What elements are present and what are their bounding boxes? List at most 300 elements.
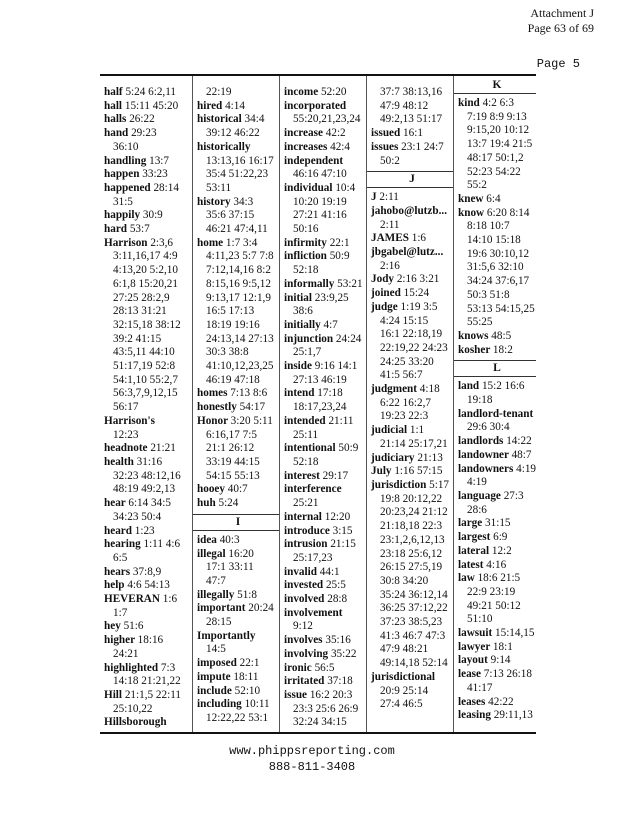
index-refs-continued: 46:19 47:18 bbox=[206, 373, 260, 386]
index-refs: 1:19 3:5 bbox=[400, 300, 438, 313]
index-refs: 34:3 bbox=[233, 195, 254, 208]
index-refs: 4:18 bbox=[419, 383, 440, 396]
index-entry bbox=[284, 662, 366, 676]
index-entry: jbgabel@lutz... bbox=[371, 246, 444, 259]
index-entry bbox=[197, 196, 279, 210]
index-refs: 22:1 bbox=[239, 657, 260, 670]
index-refs: 9:16 14:1 bbox=[314, 360, 358, 373]
index-refs-continued: 34:24 37:6,17 bbox=[467, 275, 530, 288]
index-refs-continued: 30:3 38:8 bbox=[206, 346, 249, 359]
index-refs: 15:11 45:20 bbox=[124, 99, 179, 112]
index-refs-continued: 20:9 25:14 bbox=[380, 684, 429, 697]
index-refs: 31:15 bbox=[485, 517, 511, 530]
index-refs-continued: 8:18 10:7 bbox=[467, 220, 510, 233]
index-refs: 5:24 bbox=[218, 497, 239, 510]
index-term: headnote bbox=[104, 442, 151, 455]
index-refs: 2:3,6 bbox=[150, 236, 173, 249]
index-entry: involvement bbox=[284, 606, 343, 619]
index-refs-continued: 12:22,22 53:1 bbox=[206, 711, 269, 724]
index-refs: 6:20 8:14 bbox=[486, 206, 530, 219]
index-refs: 15:2 16:6 bbox=[481, 380, 525, 393]
index-refs: 10:4 bbox=[335, 181, 356, 194]
index-refs: 33:23 bbox=[142, 168, 168, 181]
index-refs: 29:17 bbox=[322, 469, 349, 482]
index-term: issues bbox=[371, 140, 402, 153]
index-refs-continued: 48:17 50:1,2 bbox=[467, 151, 524, 164]
index-entry bbox=[197, 589, 279, 603]
index-term: kosher bbox=[458, 343, 493, 356]
letter-section-header: I bbox=[193, 514, 280, 531]
index-refs-continued: 26:15 27:5,19 bbox=[380, 561, 443, 574]
index-refs-continued: 19:8 20:12,22 bbox=[380, 492, 443, 505]
index-refs-continued: 43:5,11 44:10 bbox=[113, 346, 175, 359]
index-refs-continued: 13:7 19:4 21:5 bbox=[467, 138, 533, 151]
attachment-label bbox=[528, 6, 594, 36]
index-entry bbox=[458, 449, 536, 463]
index-entry bbox=[197, 602, 279, 616]
index-column-5 bbox=[454, 76, 536, 732]
index-refs: 42:22 bbox=[488, 695, 514, 708]
index-refs-continued: 19:6 30:10,12 bbox=[467, 247, 530, 260]
letter-section-header: K bbox=[454, 78, 536, 94]
index-term: Hill bbox=[104, 688, 125, 701]
index-refs-continued: 23:18 25:6,12 bbox=[380, 547, 443, 560]
index-entry bbox=[284, 579, 366, 593]
index-term: imposed bbox=[197, 657, 240, 670]
index-entry bbox=[104, 237, 192, 251]
index-refs-continued: 55:20,21,23,24 bbox=[293, 113, 361, 126]
index-term: landowners bbox=[458, 462, 517, 475]
index-refs: 7:3 bbox=[160, 661, 176, 674]
index-refs: 16:20 bbox=[228, 547, 254, 560]
index-term: Honor bbox=[197, 414, 231, 427]
index-refs-continued: 49:21 50:12 bbox=[467, 599, 521, 612]
index-entry bbox=[104, 689, 192, 703]
index-term: include bbox=[197, 684, 235, 697]
index-refs-continued: 47:7 bbox=[206, 574, 226, 587]
index-term: latest bbox=[458, 558, 487, 571]
index-refs-continued: 56:3,7,9,12,15 bbox=[113, 387, 178, 400]
index-refs-continued: 8:15,16 9:5,12 bbox=[206, 277, 271, 290]
index-term: jurisdiction bbox=[371, 478, 430, 491]
index-entry bbox=[104, 497, 192, 511]
index-refs: 35:16 bbox=[325, 634, 351, 647]
index-entry bbox=[284, 593, 366, 607]
index-refs: 29:11,13 bbox=[493, 709, 533, 722]
index-refs-continued: 19:23 22:3 bbox=[380, 410, 429, 423]
index-entry bbox=[284, 292, 366, 306]
index-term: law bbox=[458, 572, 478, 585]
index-refs-continued: 34:23 50:4 bbox=[113, 510, 162, 523]
index-term: July bbox=[371, 465, 395, 478]
index-entry bbox=[284, 689, 366, 703]
index-entry bbox=[458, 207, 536, 221]
index-refs: 18:1 bbox=[492, 640, 513, 653]
index-refs: 21:15 bbox=[330, 538, 356, 551]
index-term: leasing bbox=[458, 709, 494, 722]
index-refs-continued: 41:10,12,23,25 bbox=[206, 360, 274, 373]
word-index-table bbox=[100, 74, 536, 734]
index-term: intrusion bbox=[284, 538, 331, 551]
index-term: huh bbox=[197, 497, 219, 510]
index-refs-continued: 51:17,19 52:8 bbox=[113, 360, 176, 373]
index-refs: 5:17 bbox=[429, 478, 450, 491]
index-refs-continued: 32:15,18 38:12 bbox=[113, 318, 181, 331]
index-entry bbox=[104, 662, 192, 676]
index-entry bbox=[458, 531, 536, 545]
index-term: initially bbox=[284, 318, 324, 331]
reporter-phone: 888-811-3408 bbox=[268, 760, 356, 774]
index-term: issued bbox=[371, 127, 404, 140]
index-column-4 bbox=[367, 76, 454, 732]
index-term: landowner bbox=[458, 448, 512, 461]
index-refs-continued: 55:25 bbox=[467, 316, 493, 329]
index-refs-continued: 28:13 31:21 bbox=[113, 305, 167, 318]
index-refs-continued: 35:24 36:12,14 bbox=[380, 588, 448, 601]
index-term: inside bbox=[284, 360, 315, 373]
index-refs: 25:5 bbox=[325, 579, 346, 592]
index-refs: 26:22 bbox=[129, 113, 155, 126]
index-refs-continued: 6:5 bbox=[113, 551, 128, 564]
index-term: income bbox=[284, 86, 321, 98]
index-term: know bbox=[458, 206, 487, 219]
index-refs-continued: 6:1,8 15:20,21 bbox=[113, 277, 178, 290]
index-term: introduce bbox=[284, 524, 333, 537]
index-entry bbox=[284, 182, 366, 196]
index-refs: 42:2 bbox=[325, 127, 346, 140]
index-refs: 2:11 bbox=[379, 191, 399, 204]
index-term: happen bbox=[104, 168, 143, 181]
index-refs: 10:11 bbox=[244, 698, 270, 711]
index-refs-continued: 37:23 38:5,23 bbox=[380, 616, 443, 629]
index-term: individual bbox=[284, 181, 336, 194]
index-term: ironic bbox=[284, 661, 315, 674]
index-term: help bbox=[104, 579, 128, 592]
index-refs-continued: 50:16 bbox=[293, 223, 319, 236]
index-entry bbox=[197, 698, 279, 712]
index-refs-continued: 19:18 bbox=[467, 394, 493, 407]
index-refs-continued: 32:23 48:12,16 bbox=[113, 469, 181, 482]
index-entry bbox=[197, 113, 279, 127]
index-refs-continued: 12:23 bbox=[113, 428, 139, 441]
index-refs: 1:6 bbox=[411, 232, 427, 245]
index-entry bbox=[458, 572, 536, 586]
index-refs-continued: 25:11 bbox=[293, 428, 319, 441]
index-term: hearing bbox=[104, 538, 144, 551]
index-entry bbox=[104, 525, 192, 539]
index-term: injunction bbox=[284, 332, 336, 345]
index-term: language bbox=[458, 489, 504, 502]
index-refs: 56:5 bbox=[314, 661, 335, 674]
index-entry bbox=[458, 193, 536, 207]
index-refs: 1:6 bbox=[162, 593, 178, 606]
index-refs-continued: 2:16 bbox=[380, 259, 400, 272]
index-refs-continued: 25:1,7 bbox=[293, 346, 322, 359]
index-refs-continued: 41:3 46:7 47:3 bbox=[380, 629, 446, 642]
index-entry bbox=[197, 415, 279, 429]
index-term: land bbox=[458, 380, 482, 393]
index-refs: 50:9 bbox=[338, 442, 359, 455]
index-refs-continued: 21:14 25:17,21 bbox=[380, 437, 448, 450]
index-entry bbox=[284, 442, 366, 456]
index-entry: historically bbox=[197, 140, 251, 153]
index-refs: 4:2 6:3 bbox=[482, 97, 514, 109]
index-refs-continued: 18:17,23,24 bbox=[293, 401, 347, 414]
index-refs: 24:24 bbox=[335, 332, 362, 345]
index-entry: independent bbox=[284, 154, 344, 167]
index-refs: 12:2 bbox=[491, 544, 512, 557]
index-term: including bbox=[197, 698, 245, 711]
index-term: judgment bbox=[371, 383, 420, 396]
index-refs: 1:16 57:15 bbox=[394, 465, 443, 478]
index-term: hears bbox=[104, 565, 133, 578]
index-term: happily bbox=[104, 209, 143, 222]
index-refs: 52:10 bbox=[234, 684, 261, 697]
index-entry bbox=[197, 401, 279, 415]
reporter-website: www.phippsreporting.com bbox=[229, 744, 395, 758]
index-entry bbox=[284, 278, 366, 292]
index-refs-continued: 22:19,22 24:23 bbox=[380, 341, 448, 354]
index-term: handling bbox=[104, 154, 150, 167]
index-refs: 54:17 bbox=[239, 401, 266, 414]
index-refs: 40:7 bbox=[227, 483, 248, 496]
index-refs-continued: 4:19 bbox=[467, 476, 487, 489]
index-entry bbox=[104, 155, 192, 169]
index-term: judicial bbox=[371, 424, 410, 437]
index-term: invested bbox=[284, 579, 326, 592]
index-refs-continued: 2:11 bbox=[380, 218, 400, 231]
index-term: leases bbox=[458, 695, 489, 708]
index-entry bbox=[104, 566, 192, 580]
index-term: honestly bbox=[197, 401, 240, 414]
index-refs: 9:14 bbox=[490, 654, 511, 667]
index-refs-continued: 9:12 bbox=[293, 620, 313, 633]
index-refs: 48:5 bbox=[491, 329, 512, 342]
index-entry bbox=[104, 127, 192, 141]
index-entry bbox=[458, 654, 536, 668]
index-refs: 29:23 bbox=[131, 127, 157, 140]
index-refs: 5:24 6:2,11 bbox=[125, 86, 177, 98]
index-entry bbox=[197, 657, 279, 671]
index-term: history bbox=[197, 195, 234, 208]
index-refs-continued: 27:4 46:5 bbox=[380, 698, 423, 711]
index-entry: Hillsborough bbox=[104, 716, 167, 729]
attachment-title: Attachment J bbox=[530, 6, 594, 20]
index-refs-continued: 7:12,14,16 8:2 bbox=[206, 264, 271, 277]
index-term: informally bbox=[284, 277, 338, 290]
index-refs: 4:7 bbox=[323, 318, 338, 331]
index-term: intentional bbox=[284, 442, 339, 455]
index-term: judge bbox=[371, 300, 401, 313]
index-refs-continued: 4:11,23 5:7 7:8 bbox=[206, 250, 274, 263]
index-entry bbox=[104, 593, 192, 607]
index-entry bbox=[371, 273, 453, 287]
index-refs: 28:14 bbox=[153, 181, 179, 194]
index-refs-continued: 27:13 46:19 bbox=[293, 373, 347, 386]
index-term: landlords bbox=[458, 435, 507, 448]
index-refs: 16:1 bbox=[403, 127, 423, 140]
index-refs: 3:20 5:11 bbox=[230, 414, 273, 427]
index-refs-continued: 53:11 bbox=[206, 181, 232, 194]
index-entry: landlord-tenant bbox=[458, 407, 534, 420]
index-term: knows bbox=[458, 329, 492, 342]
index-entry bbox=[284, 250, 366, 264]
index-term: joined bbox=[371, 287, 404, 300]
index-refs: 52:20 bbox=[320, 86, 347, 98]
index-term: hall bbox=[104, 99, 125, 112]
index-refs-continued: 30:8 34:20 bbox=[380, 574, 429, 587]
index-refs-continued: 37:7 38:13,16 bbox=[380, 86, 443, 98]
index-refs-continued: 50:2 bbox=[380, 154, 400, 167]
index-refs: 53:21 bbox=[337, 277, 363, 290]
index-term: invalid bbox=[284, 565, 320, 578]
index-refs: 40:3 bbox=[219, 533, 240, 546]
index-entry bbox=[458, 490, 536, 504]
index-term: hey bbox=[104, 620, 124, 633]
index-term: increase bbox=[284, 127, 326, 140]
index-term: lateral bbox=[458, 544, 492, 557]
index-refs-continued: 35:4 51:22,23 bbox=[206, 168, 269, 181]
index-entry bbox=[104, 634, 192, 648]
index-refs: 22:1 bbox=[329, 236, 350, 249]
index-entry bbox=[284, 525, 366, 539]
index-term: knew bbox=[458, 192, 487, 205]
index-refs-continued: 49:14,18 52:14 bbox=[380, 657, 448, 670]
index-refs-continued: 28:6 bbox=[467, 503, 487, 516]
index-refs-continued: 24:13,14 27:13 bbox=[206, 332, 274, 345]
index-entry bbox=[284, 387, 366, 401]
index-entry bbox=[284, 141, 366, 155]
index-refs-continued: 38:6 bbox=[293, 305, 313, 318]
index-entry bbox=[458, 709, 536, 723]
index-refs-continued: 31:5 bbox=[113, 195, 133, 208]
index-term: lawsuit bbox=[458, 627, 495, 640]
index-term: irritated bbox=[284, 675, 328, 688]
index-term: illegal bbox=[197, 547, 229, 560]
index-refs-continued: 21:1 26:12 bbox=[206, 442, 255, 455]
index-term: lawyer bbox=[458, 640, 493, 653]
index-refs-continued: 54:15 55:13 bbox=[206, 469, 260, 482]
index-refs-continued: 1:7 bbox=[113, 606, 128, 619]
index-refs-continued: 9:15,20 10:12 bbox=[467, 124, 530, 137]
index-entry bbox=[104, 223, 192, 237]
index-refs: 15:14,15 bbox=[495, 627, 535, 640]
index-refs-continued: 50:3 51:8 bbox=[467, 288, 510, 301]
index-term: large bbox=[458, 517, 486, 530]
index-entry bbox=[284, 237, 366, 251]
index-refs: 4:16 bbox=[486, 558, 507, 571]
index-entry bbox=[104, 209, 192, 223]
index-refs-continued: 27:21 41:16 bbox=[293, 209, 347, 222]
index-entry bbox=[458, 545, 536, 559]
index-term: hired bbox=[197, 99, 226, 112]
index-entry bbox=[458, 559, 536, 573]
index-refs-continued: 39:12 46:22 bbox=[206, 127, 260, 140]
index-entry bbox=[371, 127, 453, 141]
index-entry bbox=[104, 456, 192, 470]
index-entry bbox=[197, 671, 279, 685]
index-entry bbox=[371, 383, 453, 397]
index-refs-continued: 29:6 30:4 bbox=[467, 421, 510, 434]
index-entry bbox=[371, 232, 453, 246]
index-refs: 23:9,25 bbox=[314, 291, 349, 304]
index-refs-continued: 14:18 21:21,22 bbox=[113, 675, 181, 688]
index-term: lease bbox=[458, 668, 484, 681]
index-refs-continued: 36:10 bbox=[113, 140, 139, 153]
index-refs: 35:22 bbox=[330, 647, 357, 660]
index-refs-continued: 52:18 bbox=[293, 264, 319, 277]
index-refs: 6:4 bbox=[486, 192, 501, 205]
index-refs: 51:8 bbox=[237, 588, 257, 601]
index-refs-continued: 47:9 48:12 bbox=[380, 99, 429, 112]
index-refs-continued: 21:18,18 22:3 bbox=[380, 520, 443, 533]
index-refs: 13:7 bbox=[149, 154, 169, 167]
index-entry bbox=[284, 634, 366, 648]
index-entry bbox=[104, 100, 192, 114]
index-refs-continued: 55:2 bbox=[467, 179, 487, 192]
index-term: Jody bbox=[371, 273, 397, 286]
index-term: involving bbox=[284, 647, 331, 660]
index-entry bbox=[284, 415, 366, 429]
index-entry bbox=[458, 517, 536, 531]
index-refs-continued: 32:24 34:15 bbox=[293, 716, 347, 729]
index-term: idea bbox=[197, 533, 220, 546]
index-entry bbox=[458, 668, 536, 682]
index-refs-continued: 41:5 56:7 bbox=[380, 369, 423, 382]
index-entry bbox=[104, 620, 192, 634]
index-refs-continued: 25:21 bbox=[293, 497, 319, 510]
index-refs-continued: 3:11,16,17 4:9 bbox=[113, 250, 178, 263]
index-refs: 37:8,9 bbox=[132, 565, 162, 578]
index-entry bbox=[197, 497, 279, 511]
index-term: home bbox=[197, 236, 226, 249]
index-refs: 53:7 bbox=[129, 223, 150, 236]
index-entry bbox=[104, 168, 192, 182]
index-term: HEVERAN bbox=[104, 593, 163, 606]
index-refs-continued: 36:25 37:12,22 bbox=[380, 602, 448, 615]
index-entry bbox=[284, 333, 366, 347]
index-term: interest bbox=[284, 469, 323, 482]
index-refs-continued: 10:20 19:19 bbox=[293, 195, 347, 208]
index-refs-continued: 25:10,22 bbox=[113, 702, 153, 715]
index-refs: 12:20 bbox=[324, 510, 351, 523]
index-term: layout bbox=[458, 654, 491, 667]
index-refs: 28:8 bbox=[327, 593, 348, 606]
index-term: internal bbox=[284, 510, 325, 523]
index-term: important bbox=[197, 602, 249, 615]
index-entry bbox=[197, 100, 279, 114]
index-refs: 7:13 8:6 bbox=[230, 387, 268, 400]
index-refs-continued: 41:17 bbox=[467, 681, 493, 694]
index-term: infirmity bbox=[284, 236, 330, 249]
index-entry: jurisdictional bbox=[371, 670, 436, 683]
index-term: J bbox=[371, 191, 380, 204]
index-refs: 21:13 bbox=[417, 451, 443, 464]
index-refs: 15:24 bbox=[403, 287, 430, 300]
index-term: homes bbox=[197, 387, 231, 400]
index-refs-continued: 23:1,2,6,12,13 bbox=[380, 533, 445, 546]
index-entry bbox=[284, 538, 366, 552]
index-term: hooey bbox=[197, 483, 228, 496]
index-term: illegally bbox=[197, 588, 238, 601]
index-refs: 42:4 bbox=[330, 140, 350, 153]
index-refs-continued: 53:13 54:15,25 bbox=[467, 302, 535, 315]
index-entry bbox=[458, 344, 536, 358]
index-entry bbox=[371, 452, 453, 466]
index-entry bbox=[284, 566, 366, 580]
index-refs-continued: 25:17,23 bbox=[293, 551, 333, 564]
index-refs-continued: 23:3 25:6 26:9 bbox=[293, 702, 359, 715]
